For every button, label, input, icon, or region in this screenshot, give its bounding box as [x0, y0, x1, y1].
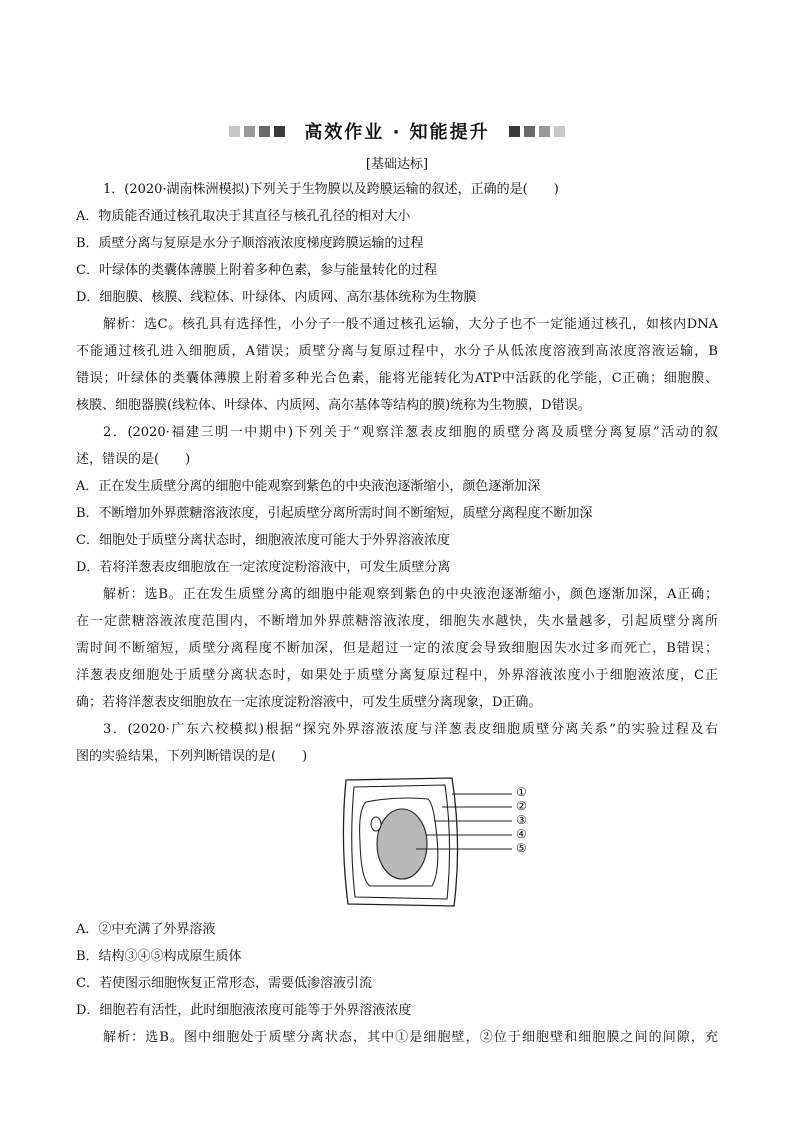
- question-2-option-a: A．正在发生质壁分离的细胞中能观察到紫色的中央液泡逐渐缩小，颜色逐渐加深: [76, 479, 541, 494]
- section-header: [0, 118, 794, 146]
- question-2-option-b: B．不断增加外界蔗糖溶液浓度，引起质壁分离所需时间不断缩短，质壁分离程度不断加深: [76, 506, 593, 521]
- question-2-analysis-line: 洋葱表皮细胞处于质壁分离状态时，如果处于质壁分离复原过程中，外界溶液浓度小于细胞液浓度，C正: [76, 668, 718, 683]
- question-3-option-a: A．②中充满了外界溶液: [76, 922, 216, 937]
- question-1-analysis-line: 错误；叶绿体的类囊体薄膜上附着多种光合色素，能将光能转化为ATP中活跃的化学能，C正确；细胞膜、: [76, 371, 718, 386]
- decor-square: [274, 126, 285, 137]
- question-3-option-b: B．结构③④⑤构成原生质体: [76, 949, 242, 964]
- figure-label: ②: [516, 799, 527, 813]
- decor-square: [539, 126, 550, 137]
- question-1-option-b: B．质壁分离与复原是水分子顺溶液浓度梯度跨膜运输的过程: [76, 236, 424, 251]
- figure-label: ③: [516, 813, 527, 827]
- plant-cell-figure: [76, 772, 718, 912]
- question-3-option-d: D．细胞若有活性，此时细胞液浓度可能等于外界溶液浓度: [76, 1003, 412, 1018]
- plasmolysis-cell-diagram: [336, 772, 516, 912]
- question-3-analysis-line: 解析：选B。图中细胞处于质壁分离状态，其中①是细胞壁，②位于细胞壁和细胞膜之间的间隙，充: [103, 1030, 718, 1045]
- question-2-analysis-line: 解析：选B。正在发生质壁分离的细胞中能观察到紫色的中央液泡逐渐缩小，颜色逐渐加深，A正确；: [103, 587, 718, 602]
- decor-square: [259, 126, 270, 137]
- question-1-analysis-line: 核膜、细胞器膜(线粒体、叶绿体、内质网、高尔基体等结构的膜)统称为生物膜，D错误。: [76, 398, 591, 413]
- decor-square: [524, 126, 535, 137]
- question-1-option-d: D．细胞膜、核膜、线粒体、叶绿体、内质网、高尔基体统称为生物膜: [76, 290, 477, 305]
- section-subtitle: [基础达标]: [365, 157, 429, 172]
- question-2-analysis-line: 在一定蔗糖溶液浓度范围内，不断增加外界蔗糖溶液浓度，细胞失水越快，失水量越多，引起质壁分离所: [76, 614, 718, 629]
- vacuole: [377, 809, 427, 879]
- question-3-stem-line: 3．(2020·广东六校模拟)根据“探究外界溶液浓度与洋葱表皮细胞质壁分离关系”的实验过程及右: [103, 722, 718, 737]
- question-2-stem-line: 2．(2020·福建三明一中期中)下列关于“观察洋葱表皮细胞的质壁分离及质壁分离复原”活动的叙: [103, 425, 718, 440]
- question-2-analysis-line: 需时间不断缩短，质壁分离程度不断加深，但是超过一定的浓度会导致细胞因失水过多而死亡，B错误；: [76, 641, 718, 656]
- question-2-option-d: D．若将洋葱表皮细胞放在一定浓度淀粉溶液中，可发生质壁分离: [76, 560, 451, 575]
- question-2-option-c: C．细胞处于质壁分离状态时，细胞液浓度可能大于外界溶液浓度: [76, 533, 450, 548]
- section-title: 高效作业 · 知能提升: [304, 122, 490, 143]
- question-1-analysis-line: 不能通过核孔进入细胞质，A错误；质壁分离与复原过程中，水分子从低浓度溶液到高浓度溶液运输，B: [76, 344, 718, 359]
- question-1-option-a: A．物质能否通过核孔取决于其直径与核孔孔径的相对大小: [76, 209, 411, 224]
- question-2-analysis-line: 确；若将洋葱表皮细胞放在一定浓度淀粉溶液中，可发生质壁分离现象，D正确。: [76, 695, 542, 710]
- decor-square: [229, 126, 240, 137]
- decor-square: [554, 126, 565, 137]
- decor-square: [244, 126, 255, 137]
- question-3-stem-line: 图的实验结果，下列判断错误的是( ): [76, 749, 308, 764]
- question-3-option-c: C．若使图示细胞恢复正常形态，需要低渗溶液引流: [76, 976, 372, 991]
- questions-body: [76, 176, 718, 1051]
- figure-label: ④: [516, 827, 527, 841]
- figure-label: ①: [516, 785, 527, 799]
- question-1-analysis-line: 解析：选C。核孔具有选择性，小分子一般不通过核孔运输，大分子也不一定能通过核孔，如核内DNA: [103, 317, 718, 332]
- nucleus: [371, 817, 381, 831]
- decor-square: [509, 126, 520, 137]
- question-1-stem: 1．(2020·湖南株洲模拟)下列关于生物膜以及跨膜运输的叙述，正确的是( ): [103, 182, 559, 197]
- question-2-stem-line: 述，错误的是( ): [76, 452, 191, 467]
- figure-label: ⑤: [516, 841, 527, 855]
- question-1-option-c: C．叶绿体的类囊体薄膜上附着多种色素，参与能量转化的过程: [76, 263, 437, 278]
